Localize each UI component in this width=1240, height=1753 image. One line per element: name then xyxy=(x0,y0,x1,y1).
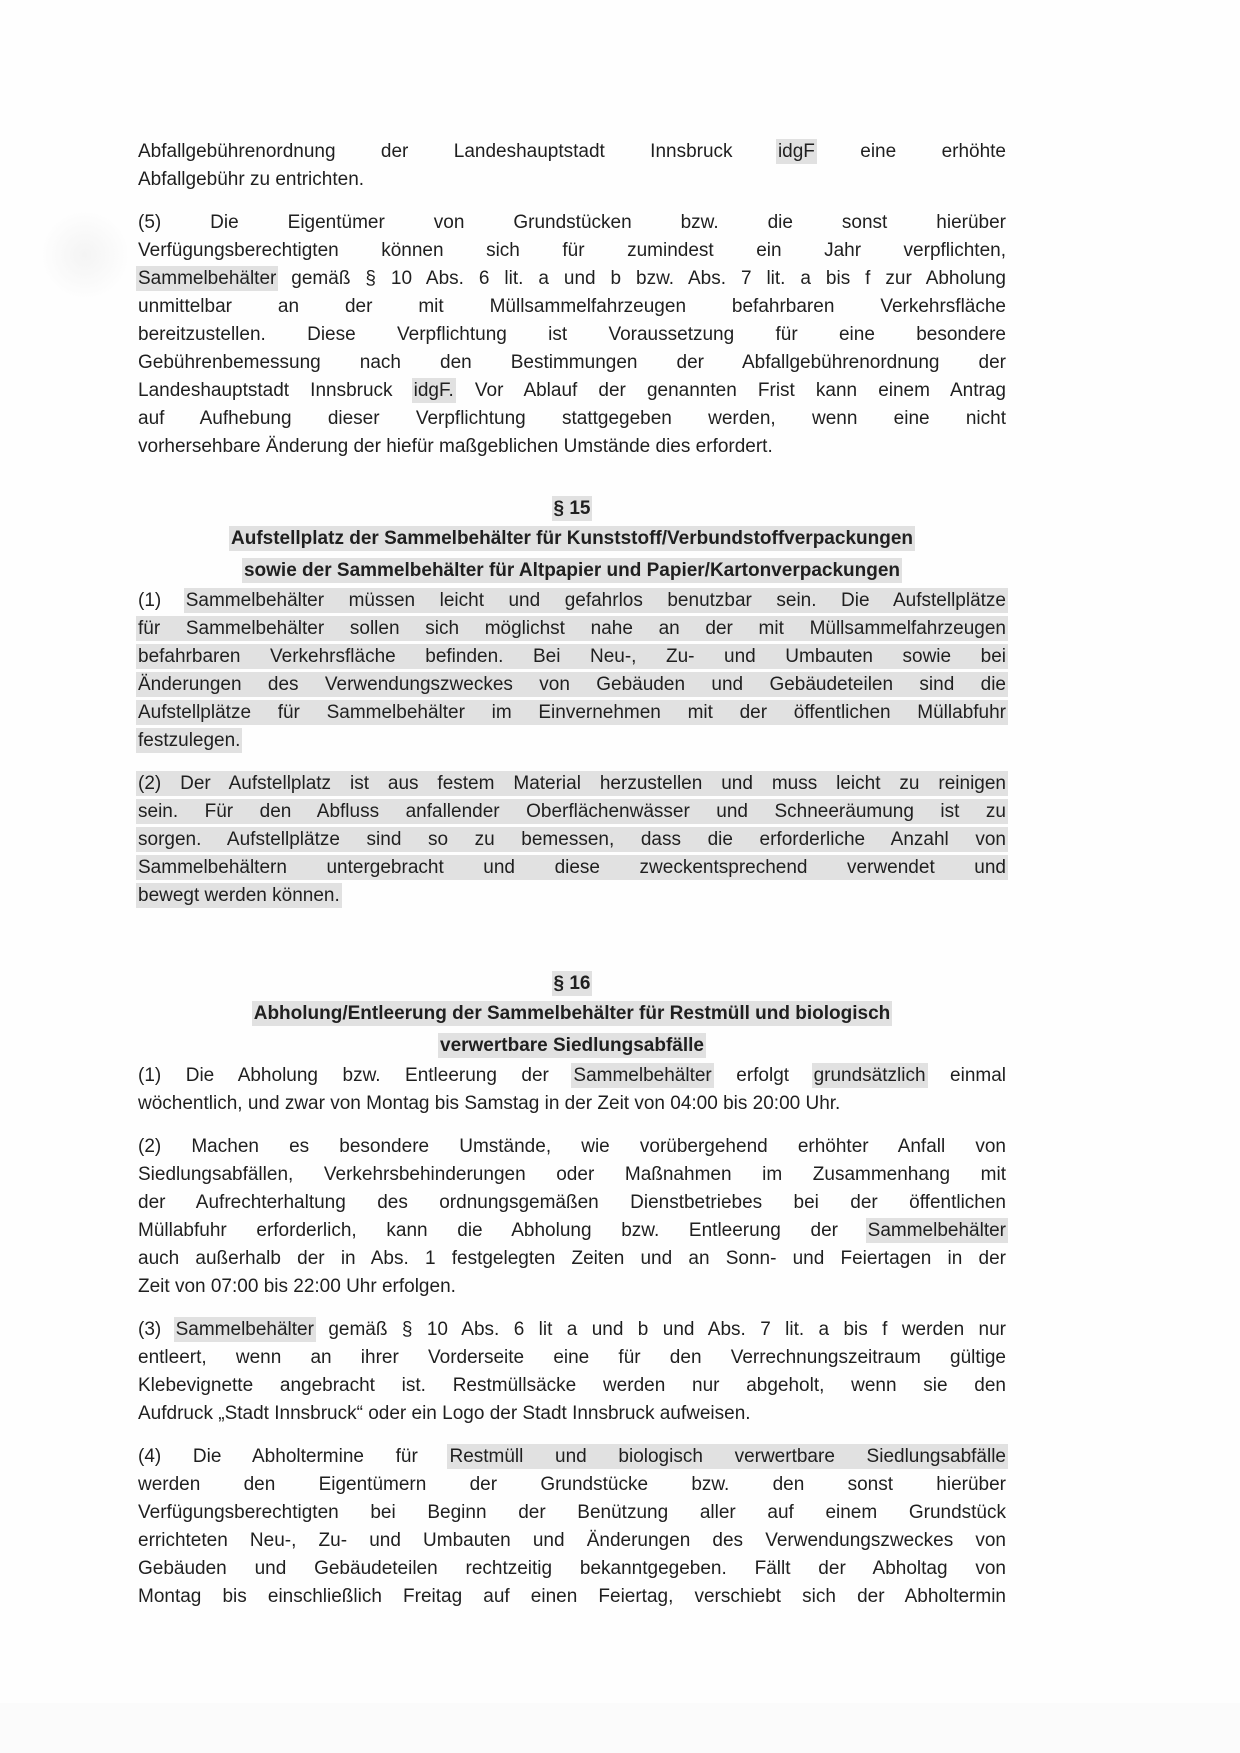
text-segment: Gebäuden und Gebäudeteilen rechtzeitig bekanntgegeben. Fällt der Abholtag von xyxy=(138,1558,1006,1579)
text-line xyxy=(138,615,1006,643)
text-line xyxy=(138,1443,1006,1471)
text-segment: entleert, wenn an ihrer Vorderseite eine für den Verrechnungszeitraum gültige xyxy=(138,1347,1006,1368)
highlighted-text: sein. Für den Abfluss anfallender Oberflächenwässer und Schneeräumung ist zu xyxy=(138,801,1006,822)
text-line xyxy=(138,237,1006,265)
text-segment: Verfügungsberechtigten bei Beginn der Benützung aller auf einem Grundstück xyxy=(138,1502,1006,1523)
highlighted-text: § 16 xyxy=(553,973,591,994)
text-line xyxy=(138,798,1006,826)
text-line xyxy=(138,377,1006,405)
text-line xyxy=(138,1344,1006,1372)
highlighted-text: Sammelbehälter xyxy=(573,1065,712,1086)
text-line xyxy=(138,265,1006,293)
text-segment: wöchentlich, und zwar von Montag bis Samstag in der Zeit von 04:00 bis 20:00 Uhr. xyxy=(138,1093,841,1114)
paragraph-intro xyxy=(138,138,1006,194)
text-segment: der Aufrechterhaltung des ordnungsgemäßen Dienstbetriebes bei der öffentlichen xyxy=(138,1192,1006,1213)
text-line xyxy=(138,699,1006,727)
text-segment: bereitzustellen. Diese Verpflichtung ist Voraussetzung für eine besondere xyxy=(138,324,1006,345)
text-line xyxy=(138,209,1006,237)
highlighted-text: grundsätzlich xyxy=(813,1065,926,1086)
highlighted-text: Sammelbehälter xyxy=(175,1319,314,1340)
text-line xyxy=(138,1555,1006,1583)
paragraph-15-1 xyxy=(138,587,1006,755)
paragraph-5 xyxy=(138,209,1006,461)
text-segment: (5) Die Eigentümer von Grundstücken bzw. die sonst hierüber xyxy=(138,212,1006,233)
text-line xyxy=(138,1499,1006,1527)
scan-edge-band xyxy=(0,1703,1240,1753)
highlighted-text: Restmüll und biologisch verwertbare Siedlungsabfälle xyxy=(449,1446,1006,1467)
section-15-number xyxy=(138,495,1006,523)
text-line xyxy=(138,1217,1006,1245)
text-segment: eine erhöhte xyxy=(814,141,1007,162)
text-segment: (4) Die Abholtermine für xyxy=(138,1446,450,1467)
highlighted-text: sowie der Sammelbehälter für Altpapier und Papier/Kartonverpackungen xyxy=(243,560,901,581)
text-segment: Müllabfuhr erforderlich, kann die Abholung bzw. Entleerung der xyxy=(138,1220,868,1241)
text-line xyxy=(138,1273,1006,1301)
paragraph-16-2 xyxy=(138,1133,1006,1301)
highlighted-text: bewegt werden können. xyxy=(138,885,340,906)
document-body xyxy=(138,138,1006,1626)
text-segment: unmittelbar an der mit Müllsammelfahrzeugen befahrbaren Verkehrsfläche xyxy=(138,296,1006,317)
highlighted-text: befahrbaren Verkehrsfläche befinden. Bei Neu-, Zu- und Umbauten sowie bei xyxy=(138,646,1006,667)
section-16-title-line-2 xyxy=(138,1030,1006,1062)
highlighted-text: Sammelbehältern untergebracht und diese zweckentsprechend verwendet und xyxy=(138,857,1006,878)
highlighted-text: (2) Der Aufstellplatz ist aus festem Material herzustellen und muss leicht zu reinigen xyxy=(138,773,1006,794)
highlighted-text: Aufstellplätze für Sammelbehälter im Einvernehmen mit der öffentlichen Müllabfuhr xyxy=(138,702,1006,723)
text-segment: erfolgt xyxy=(711,1065,814,1086)
section-15-title-line-1 xyxy=(138,523,1006,555)
text-line xyxy=(138,587,1006,615)
text-segment: vorhersehbare Änderung der hiefür maßgeblichen Umstände dies erfordert. xyxy=(138,436,773,457)
text-segment: (2) Machen es besondere Umstände, wie vorübergehend erhöhter Anfall von xyxy=(138,1136,1006,1157)
text-line xyxy=(138,166,1006,194)
text-line xyxy=(138,1372,1006,1400)
section-16-number xyxy=(138,970,1006,998)
text-line xyxy=(138,727,1006,755)
text-segment: errichteten Neu-, Zu- und Umbauten und Änderungen des Verwendungszweckes von xyxy=(138,1530,1006,1551)
text-line xyxy=(138,1245,1006,1273)
highlighted-text: Abholung/Entleerung der Sammelbehälter für Restmüll und biologisch xyxy=(253,1003,891,1024)
text-segment: gemäß § 10 Abs. 6 lit. a und b bzw. Abs. 7 lit. a bis f zur Abholung xyxy=(276,268,1006,289)
text-segment: Verfügungsberechtigten können sich für zumindest ein Jahr verpflichten, xyxy=(138,240,1006,261)
paragraph-16-3 xyxy=(138,1316,1006,1428)
text-line xyxy=(138,433,1006,461)
text-segment: Vor Ablauf der genannten Frist kann einem Antrag xyxy=(453,380,1006,401)
text-segment: werden den Eigentümern der Grundstücke bzw. den sonst hierüber xyxy=(138,1474,1006,1495)
text-segment: (1) Die Abholung bzw. Entleerung der xyxy=(138,1065,574,1086)
highlighted-text: Sammelbehälter müssen leicht und gefahrlos benutzbar sein. Die Aufstellplätze xyxy=(185,590,1006,611)
paragraph-15-2 xyxy=(138,770,1006,910)
text-line xyxy=(138,1090,1006,1118)
text-line xyxy=(138,1189,1006,1217)
text-line xyxy=(138,770,1006,798)
scan-smudge-artifact xyxy=(40,210,130,300)
text-line xyxy=(138,1062,1006,1090)
highlighted-text: idgF. xyxy=(413,380,454,401)
text-segment: Gebührenbemessung nach den Bestimmungen der Abfallgebührenordnung der xyxy=(138,352,1006,373)
text-segment: (3) xyxy=(138,1319,176,1340)
highlighted-text: festzulegen. xyxy=(138,730,241,751)
section-16-title-line-1 xyxy=(138,998,1006,1030)
highlighted-text: Sammelbehälter xyxy=(867,1220,1006,1241)
text-segment: Klebevignette angebracht ist. Restmüllsäcke werden nur abgeholt, wenn sie den xyxy=(138,1375,1006,1396)
text-line xyxy=(138,1316,1006,1344)
highlighted-text: idgF xyxy=(777,141,815,162)
text-line xyxy=(138,826,1006,854)
text-segment: Abfallgebührenordnung der Landeshauptstadt Innsbruck xyxy=(138,141,778,162)
text-segment: Abfallgebühr zu entrichten. xyxy=(138,169,365,190)
text-segment: Landeshauptstadt Innsbruck xyxy=(138,380,414,401)
text-segment: Zeit von 07:00 bis 22:00 Uhr erfolgen. xyxy=(138,1276,456,1297)
text-segment: Aufdruck „Stadt Innsbruck“ oder ein Logo der Stadt Innsbruck aufweisen. xyxy=(138,1403,751,1424)
highlighted-text: Sammelbehälter xyxy=(138,268,277,289)
text-line xyxy=(138,1133,1006,1161)
text-segment: (1) xyxy=(138,590,186,611)
text-segment: gemäß § 10 Abs. 6 lit a und b und Abs. 7 lit. a bis f werden nur xyxy=(313,1319,1006,1340)
text-line xyxy=(138,671,1006,699)
text-line xyxy=(138,405,1006,433)
text-line xyxy=(138,349,1006,377)
highlighted-text: Aufstellplatz der Sammelbehälter für Kunststoff/Verbundstoffverpackungen xyxy=(231,528,913,549)
text-line xyxy=(138,321,1006,349)
highlighted-text: § 15 xyxy=(553,498,591,519)
text-line xyxy=(138,854,1006,882)
text-line xyxy=(138,1583,1006,1611)
highlighted-text: Änderungen des Verwendungszweckes von Gebäuden und Gebäudeteilen sind die xyxy=(138,674,1006,695)
highlighted-text: sorgen. Aufstellplätze sind so zu bemessen, dass die erforderliche Anzahl von xyxy=(138,829,1006,850)
text-segment: Montag bis einschließlich Freitag auf einen Feiertag, verschiebt sich der Abholtermin xyxy=(138,1586,1006,1607)
text-line xyxy=(138,643,1006,671)
text-segment: auf Aufhebung dieser Verpflichtung stattgegeben werden, wenn eine nicht xyxy=(138,408,1006,429)
paragraph-16-1 xyxy=(138,1062,1006,1118)
text-line xyxy=(138,1161,1006,1189)
text-line xyxy=(138,882,1006,910)
highlighted-text: verwertbare Siedlungsabfälle xyxy=(440,1035,704,1056)
text-line xyxy=(138,1527,1006,1555)
text-segment: auch außerhalb der in Abs. 1 festgelegten Zeiten und an Sonn- und Feiertagen in der xyxy=(138,1248,1006,1269)
text-line xyxy=(138,1471,1006,1499)
text-line xyxy=(138,1400,1006,1428)
text-line xyxy=(138,293,1006,321)
paragraph-16-4 xyxy=(138,1443,1006,1611)
text-segment: Siedlungsabfällen, Verkehrsbehinderungen oder Maßnahmen im Zusammenhang mit xyxy=(138,1164,1006,1185)
section-15-title-line-2 xyxy=(138,555,1006,587)
text-line xyxy=(138,138,1006,166)
text-segment: einmal xyxy=(925,1065,1007,1086)
highlighted-text: für Sammelbehälter sollen sich möglichst nahe an der mit Müllsammelfahrzeugen xyxy=(138,618,1006,639)
